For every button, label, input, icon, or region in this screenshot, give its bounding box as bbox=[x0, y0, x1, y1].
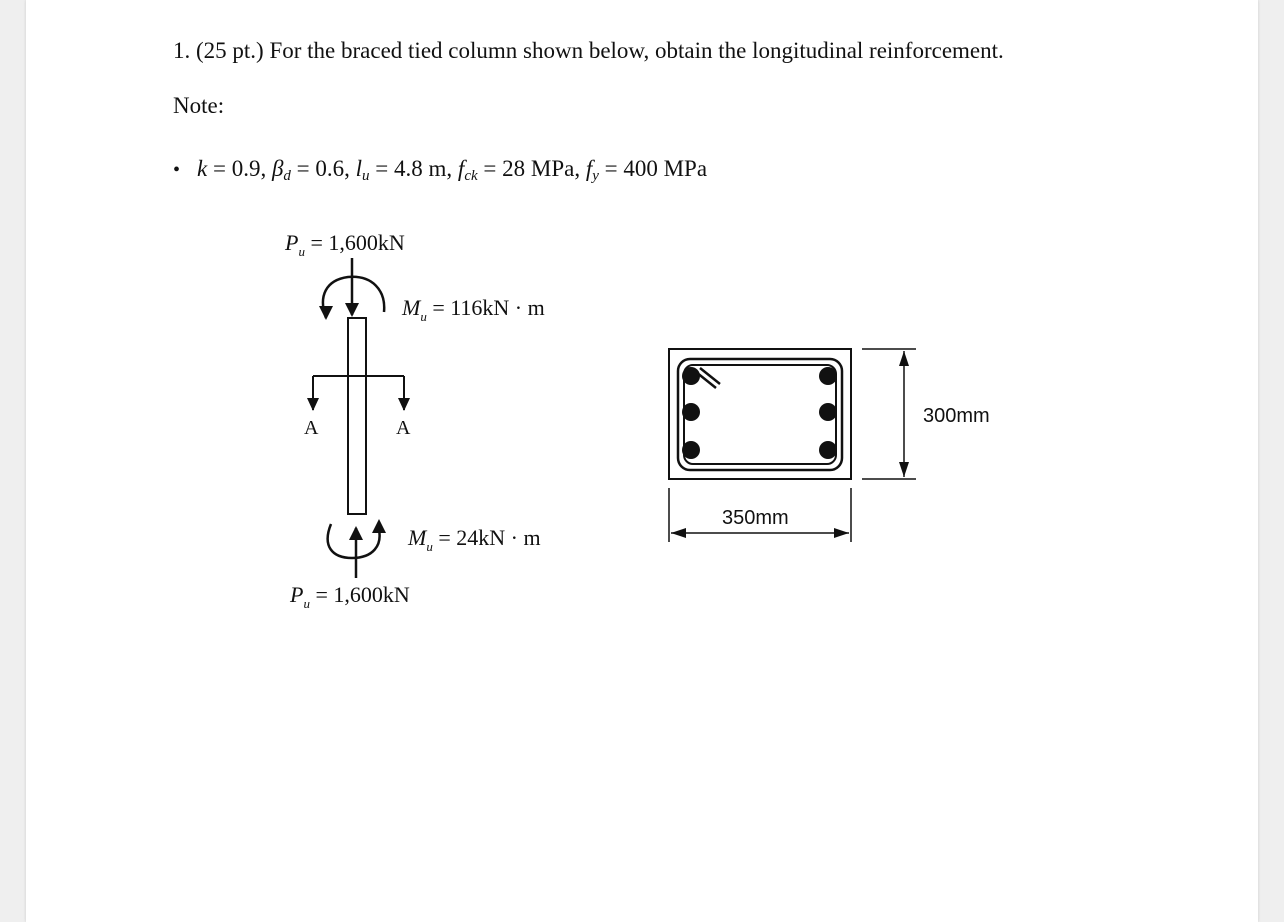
svg-text:Mu = 24kN · m bbox=[407, 525, 541, 554]
fy-subscript: y bbox=[592, 168, 599, 184]
bottom-moment-arrowhead bbox=[372, 519, 386, 533]
column-elevation bbox=[284, 230, 545, 611]
document-page bbox=[26, 0, 1258, 922]
fy-value: = 400 MPa bbox=[598, 156, 708, 181]
rebar bbox=[819, 367, 837, 385]
rebar bbox=[819, 441, 837, 459]
section-arrow-left bbox=[307, 398, 319, 411]
beta-symbol: β bbox=[271, 156, 284, 181]
k-value: = 0.9, bbox=[207, 156, 272, 181]
fck-value: = 28 MPa, bbox=[477, 156, 586, 181]
question-title: 1. (25 pt.) For the braced tied column shown below, obtain the longitudinal reinforcement. bbox=[173, 38, 1004, 63]
bottom-load-symbol: P bbox=[290, 582, 304, 607]
height-dimension-label: 300mm bbox=[923, 405, 990, 427]
width-dimension-label: 350mm bbox=[722, 507, 789, 529]
section-arrow-right bbox=[398, 398, 410, 411]
lu-subscript: u bbox=[362, 168, 370, 184]
beta-subscript: d bbox=[283, 168, 291, 184]
section-label-left: A bbox=[304, 417, 319, 439]
top-axial-arrowhead bbox=[345, 303, 359, 317]
column-figure bbox=[26, 0, 1258, 922]
column-cross-section bbox=[669, 349, 990, 542]
bottom-moment-subscript: u bbox=[426, 539, 433, 554]
beta-value: = 0.6, bbox=[290, 156, 356, 181]
rebar bbox=[682, 403, 700, 421]
fck-symbol: f bbox=[457, 156, 465, 181]
fy-symbol: f bbox=[585, 156, 593, 181]
section-label-right: A bbox=[396, 417, 411, 439]
column-body bbox=[348, 318, 366, 514]
top-load-symbol: P bbox=[285, 230, 299, 255]
top-moment-arrowhead bbox=[319, 306, 333, 320]
rebar bbox=[819, 403, 837, 421]
note-label: Note: bbox=[173, 93, 225, 118]
bottom-moment-value: = 24kN · m bbox=[432, 525, 541, 550]
svg-text:Mu = 116kN · m bbox=[401, 295, 545, 324]
lu-symbol: l bbox=[355, 156, 363, 181]
rebar bbox=[682, 367, 700, 385]
bottom-load-subscript: u bbox=[303, 596, 310, 611]
rebar bbox=[682, 441, 700, 459]
top-load-value: = 1,600kN bbox=[304, 230, 405, 255]
lu-value: = 4.8 m, bbox=[369, 156, 458, 181]
bottom-axial-arrowhead bbox=[349, 526, 363, 540]
bullet-icon: • bbox=[173, 159, 181, 181]
bottom-load-value: = 1,600kN bbox=[309, 582, 410, 607]
top-moment-subscript: u bbox=[420, 309, 427, 324]
fck-subscript: ck bbox=[464, 168, 478, 184]
top-moment-symbol: M bbox=[402, 295, 421, 320]
k-symbol: k bbox=[197, 156, 208, 181]
top-load-subscript: u bbox=[298, 244, 305, 259]
bottom-moment-symbol: M bbox=[408, 525, 427, 550]
top-moment-value: = 116kN · m bbox=[426, 295, 545, 320]
svg-text:Pu = 1,600kN bbox=[284, 230, 405, 259]
bottom-moment-arc bbox=[328, 524, 380, 558]
svg-text:Pu = 1,600kN bbox=[289, 582, 410, 611]
